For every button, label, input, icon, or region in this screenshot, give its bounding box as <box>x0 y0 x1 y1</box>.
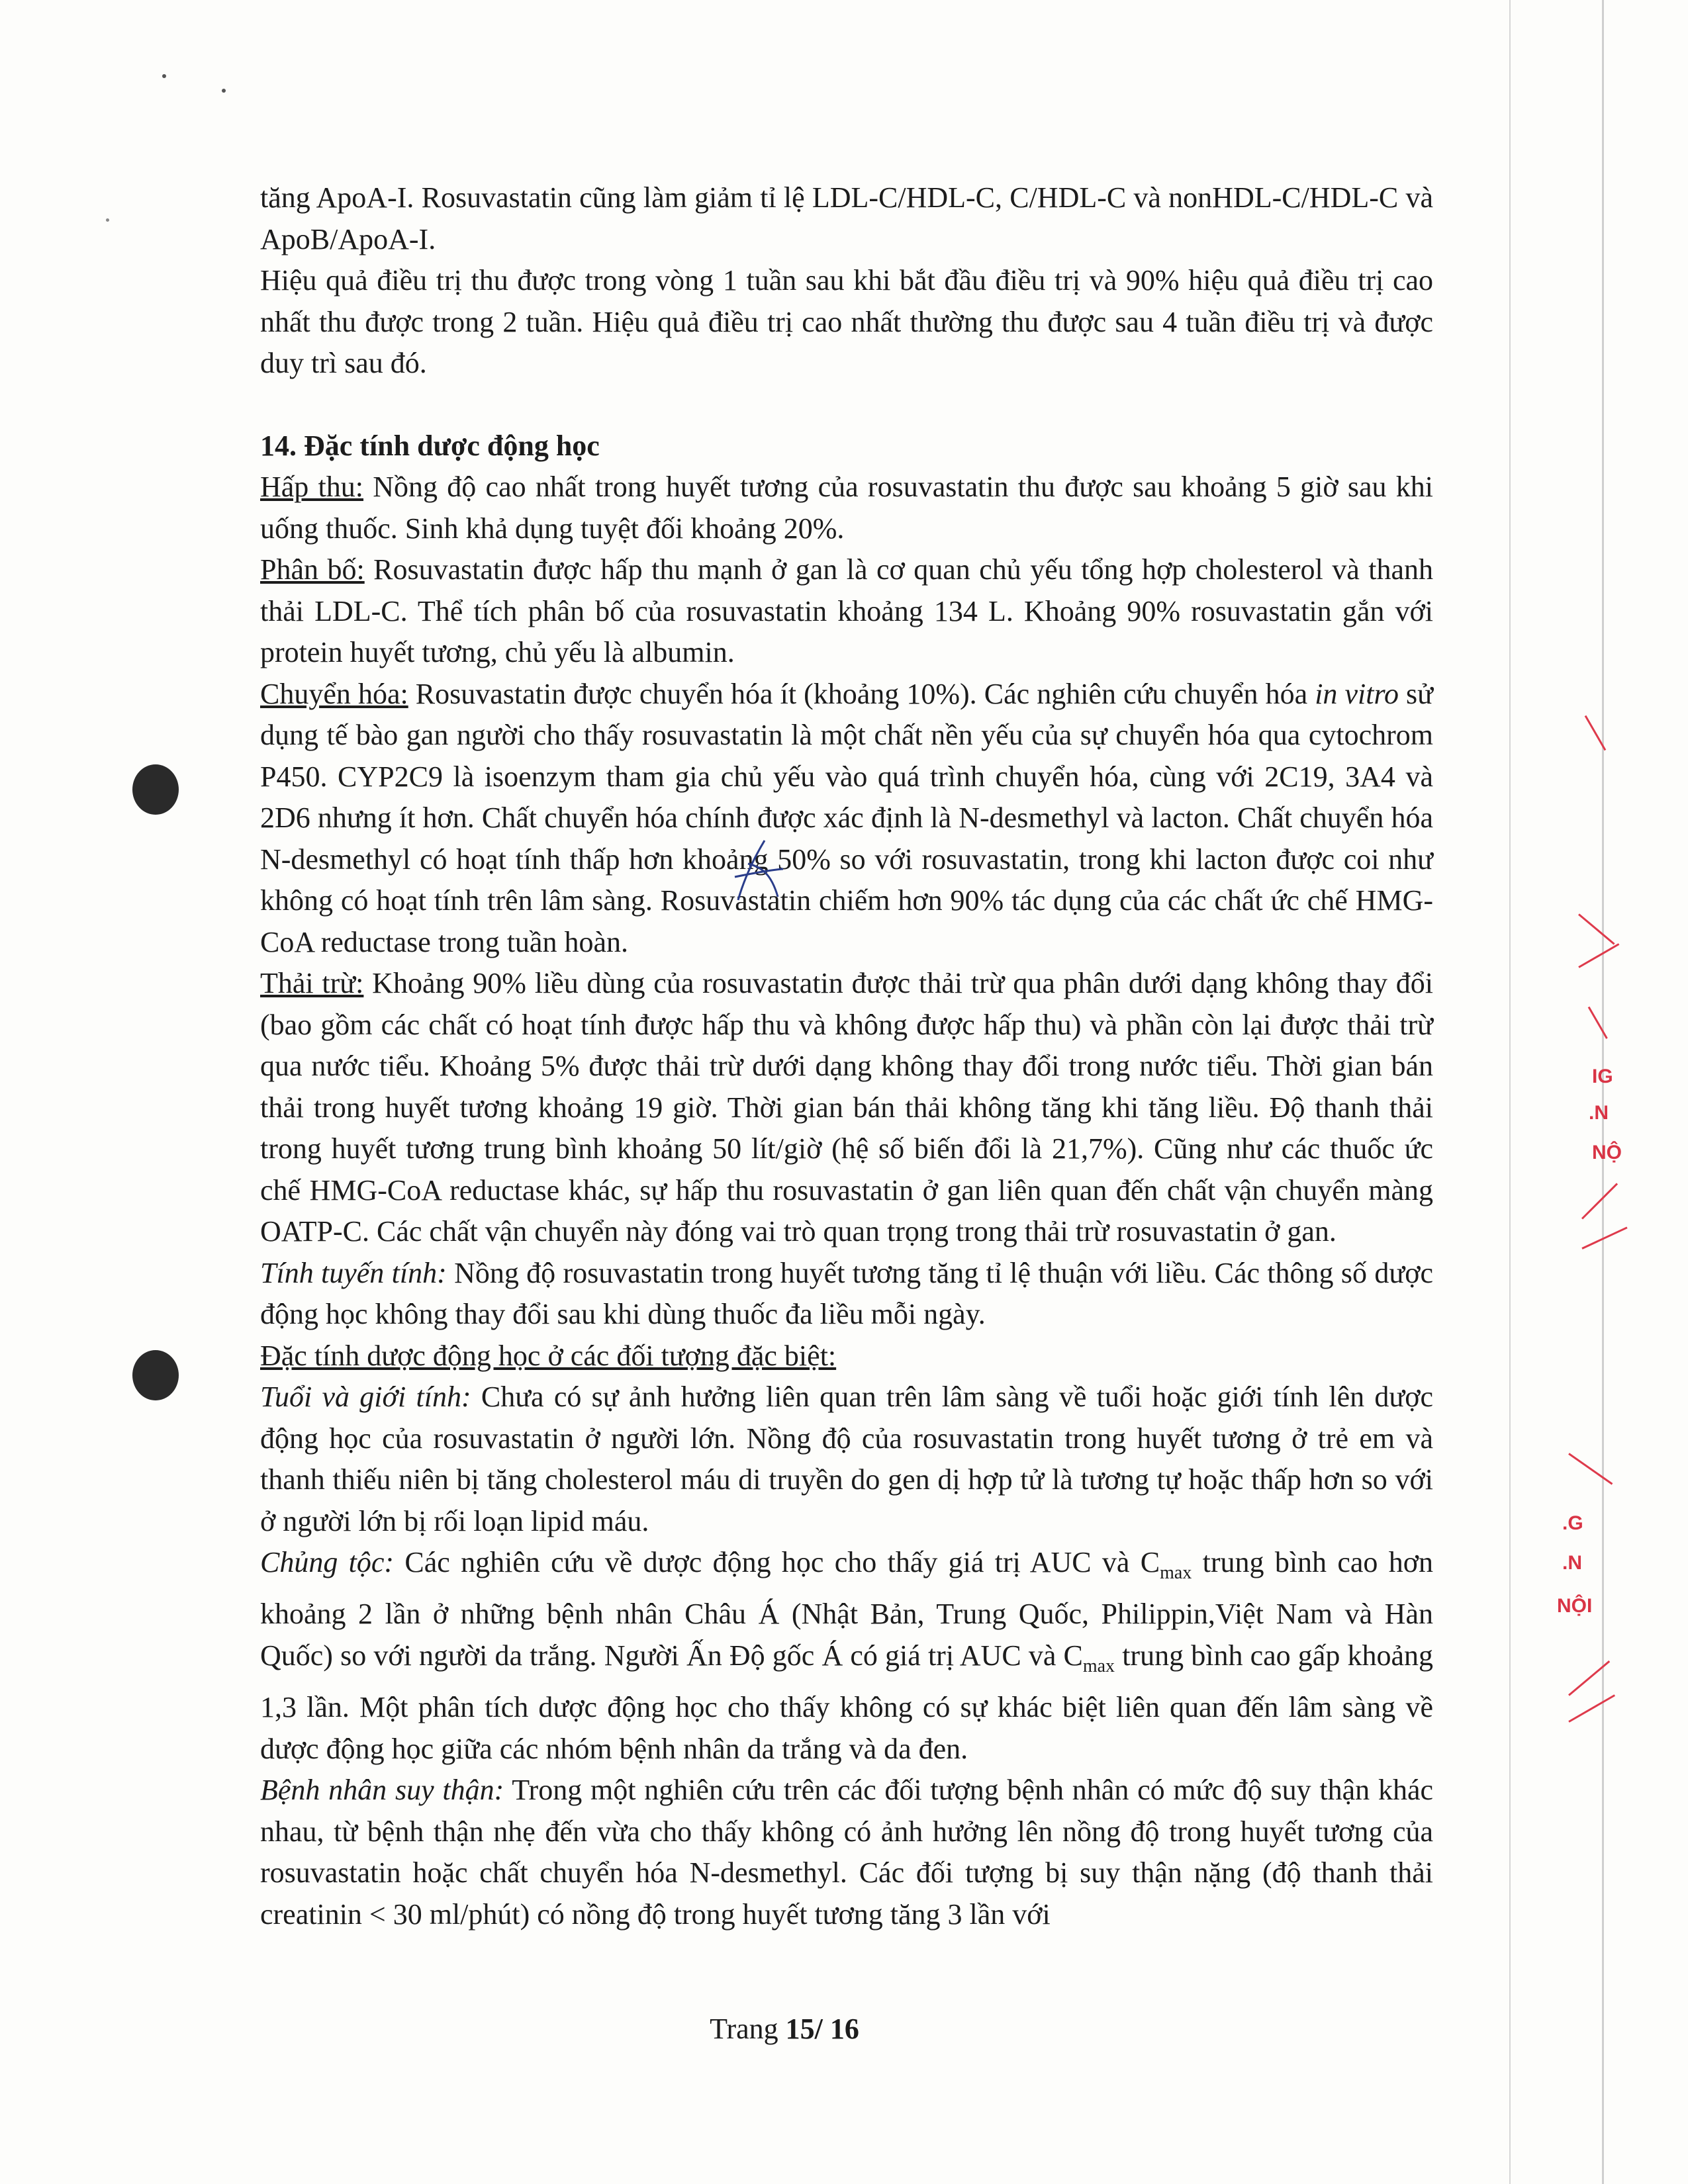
paragraph: Hiệu quả điều trị thu được trong vòng 1 tuần sau khi bắt đầu điều trị và 90% hiệu quả điều trị cao nhất thu được trong 2 tuần. Hiệu quả điều trị cao nhất thường thu được sau 4 tuần điều trị và được duy trì sau đó. <box>260 264 1433 379</box>
subsection-label: Tính tuyến tính: <box>260 1256 447 1289</box>
stamp-text: NỘ <box>1592 1142 1622 1163</box>
paragraph-text: Nồng độ cao nhất trong huyết tương của rosuvastatin thu được sau khoảng 5 giờ sau khi uống thuốc. Sinh khả dụng tuyệt đối khoảng 20%. <box>260 471 1433 545</box>
paragraph-text: Các nghiên cứu về dược động học cho thấy giá trị AUC và C <box>394 1546 1160 1578</box>
stamp-stroke <box>1581 1226 1627 1249</box>
paragraph-age-gender <box>260 1377 1433 1542</box>
stamp-stroke <box>1568 1694 1615 1723</box>
paragraph-text: Rosuvastatin được chuyển hóa ít (khoảng 10%). Các nghiên cứu chuyển hóa <box>408 677 1315 710</box>
paragraph-race <box>260 1542 1433 1770</box>
paragraph-text: sử dụng tế bào gan người cho thấy rosuvastatin là một chất nền yếu của sự chuyển hóa qua cytochrom P450. CYP2C9 là isoenzym tham gia chủ yếu vào quá trình chuyển hóa, cùng với 2C19, 3A4 và 2D6 nhưng ít hơn. Chất chuyển hóa chính được xác định là N-desmethyl và lacton. Chất chuyển hóa N-desmethyl có hoạt tính thấp hơn khoảng 50% so với rosuvastatin, trong khi lacton được coi như không có hoạt tính trên lâm sàng. Rosuvastatin chiếm hơn 90% tác dụng của các chất ức chế HMG-CoA reductase trong tuần hoàn. <box>260 677 1433 958</box>
paragraph-text: Nồng độ rosuvastatin trong huyết tương tăng tỉ lệ thuận với liều. Các thông số dược động học không thay đổi sau khi dùng thuốc đa liều mỗi ngày. <box>260 1256 1433 1330</box>
paragraph: tăng ApoA-I. Rosuvastatin cũng làm giảm tỉ lệ LDL-C/HDL-C, C/HDL-C và nonHDL-C/HDL-C và ApoB/ApoA-I. <box>260 181 1433 255</box>
scan-speck <box>106 218 109 222</box>
special-populations-heading: Đặc tính dược động học ở các đối tượng đặc biệt: <box>260 1339 837 1372</box>
subsection-label: Hấp thu: <box>260 471 364 503</box>
paragraph-renal <box>260 1770 1433 1935</box>
paper-edge <box>1602 0 1604 2184</box>
stamp-text: .N <box>1589 1102 1609 1124</box>
subsection-label: Tuổi và giới tính: <box>260 1381 471 1413</box>
paragraph-metabolism <box>260 674 1433 964</box>
stamp-stroke <box>1588 1007 1608 1039</box>
paragraph-absorption <box>260 467 1433 549</box>
subsection-label: Chủng tộc: <box>260 1546 395 1578</box>
subscript: max <box>1082 1655 1115 1676</box>
subscript: max <box>1160 1562 1192 1583</box>
paragraph-text: Rosuvastatin được hấp thu mạnh ở gan là cơ quan chủ yếu tổng hợp cholesterol và thanh thải LDL-C. Thể tích phân bố của rosuvastatin khoảng 134 L. Khoảng 90% rosuvastatin gắn với protein huyết tương, chủ yếu là albumin. <box>260 553 1433 668</box>
document-body <box>260 177 1433 1935</box>
subsection-label: Thải trừ: <box>260 967 364 999</box>
stamp-stroke <box>1568 1453 1613 1484</box>
signature-mark <box>725 837 784 910</box>
stamp-text: .G <box>1562 1512 1583 1534</box>
stamp-stroke <box>1581 1183 1618 1219</box>
stamp-text: .N <box>1562 1552 1582 1574</box>
scan-speck <box>222 89 226 93</box>
paragraph-elimination <box>260 963 1433 1253</box>
page-separator: / <box>814 2013 830 2045</box>
paragraph-text: trung bình cao hơn khoảng 2 lần ở những bệnh nhân Châu Á (Nhật Bản, Trung Quốc, Philippin,Việt Nam và Hàn Quốc) so với người da trắng. Người Ấn Độ gốc Á có giá trị AUC và C <box>260 1546 1433 1672</box>
stamp-stroke <box>1578 943 1619 968</box>
paragraph-text: Trong một nghiên cứu trên các đối tượng bệnh nhân có mức độ suy thận khác nhau, từ bệnh thận nhẹ đến vừa cho thấy không có ảnh hưởng lên nồng độ trong huyết tương của rosuvastatin hoặc chất chuyển hóa N-desmethyl. Các đối tượng bị suy thận nặng (độ thanh thải creatinin < 30 ml/phút) có nồng độ trong huyết tương tăng 3 lần với <box>260 1774 1434 1931</box>
italic-term: in vitro <box>1315 677 1399 710</box>
stamp-text: NỘI <box>1557 1595 1593 1617</box>
page-current: 15 <box>785 2013 815 2045</box>
paragraph-text: Khoảng 90% liều dùng của rosuvastatin được thải trừ qua phân dưới dạng không thay đổi (bao gồm các chất có hoạt tính được hấp thu và không được hấp thu) và phần còn lại được thải trừ qua nước tiểu. Khoảng 5% được thải trừ dưới dạng không thay đổi trong nước tiểu. Thời gian bán thải trong huyết tương khoảng 19 giờ. Thời gian bán thải không tăng khi tăng liều. Độ thanh thải trong huyết tương trung bình khoảng 50 lít/giờ (hệ số biến đổi là 21,7%). Cũng như các thuốc ức chế HMG-CoA reductase khác, sự hấp thu rosuvastatin ở gan liên quan đến chất vận chuyển màng OATP-C. Các chất vận chuyển này đóng vai trò quan trọng trong thải trừ rosuvastatin ở gan. <box>260 967 1433 1248</box>
section-heading: 14. Đặc tính dược động học <box>260 429 600 462</box>
page-footer <box>0 2012 1569 2046</box>
subsection-label: Phân bố: <box>260 553 365 586</box>
paragraph-linearity <box>260 1253 1433 1336</box>
page-prefix: Trang <box>710 2013 786 2045</box>
stamp-text: IG <box>1592 1066 1613 1087</box>
paragraph-distribution <box>260 549 1433 674</box>
subsection-label: Chuyển hóa: <box>260 677 408 710</box>
paragraph-text: Chưa có sự ảnh hưởng liên quan trên lâm sàng về tuổi hoặc giới tính lên dược động học của rosuvastatin ở người lớn. Nồng độ của rosuvastatin trong huyết tương ở trẻ em và thanh thiếu niên bị tăng cholesterol máu di truyền do gen dị hợp tử là tương tự hoặc thấp hơn so với ở người lớn bị rối loạn lipid máu. <box>260 1381 1433 1537</box>
page-total: 16 <box>829 2013 859 2045</box>
paragraph-text: trung bình cao gấp khoảng 1,3 lần. Một phân tích dược động học cho thấy không có sự khác biệt liên quan đến lâm sàng về dược động học giữa các nhóm bệnh nhân da trắng và da đen. <box>260 1639 1433 1765</box>
subsection-label: Bệnh nhân suy thận: <box>260 1774 504 1807</box>
stamp-stroke <box>1578 913 1615 944</box>
punch-hole <box>132 1350 179 1400</box>
paper-edge <box>1509 0 1511 2184</box>
scan-speck <box>162 74 166 78</box>
punch-hole <box>132 764 179 815</box>
